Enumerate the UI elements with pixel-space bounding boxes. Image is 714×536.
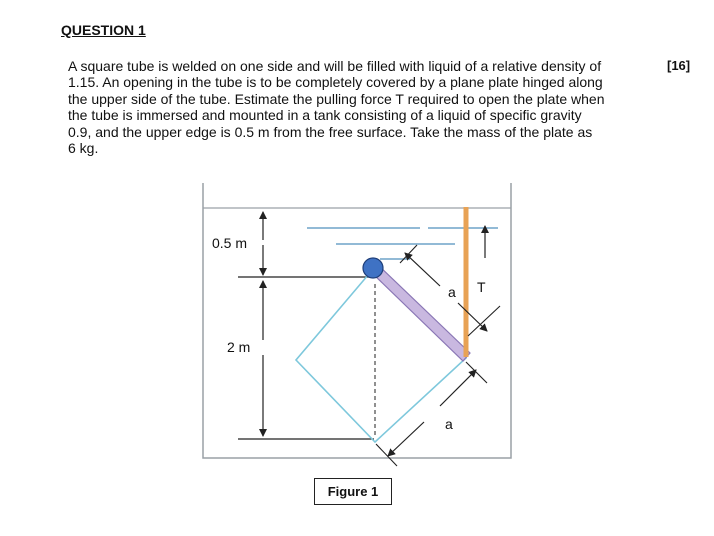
side-a-label-upper: a xyxy=(448,284,456,300)
question-line: 1.15. An opening in the tube is to be completely covered by a plane plate hinged along xyxy=(68,74,603,91)
hinge xyxy=(363,258,383,278)
side-a-dimension xyxy=(466,362,487,383)
figure-caption: Figure 1 xyxy=(314,478,392,505)
side-a-dimension xyxy=(400,245,417,263)
depth-label: 0.5 m xyxy=(212,235,248,251)
side-a-dimension-arrow xyxy=(405,253,440,286)
side-a-dimension xyxy=(468,306,500,336)
side-a-dimension-arrow xyxy=(458,303,487,331)
force-label: T xyxy=(477,279,486,295)
question-line: 6 kg. xyxy=(68,140,99,157)
side-a-dimension xyxy=(376,444,397,466)
plane-plate xyxy=(371,264,470,361)
side-a-dimension-arrow xyxy=(388,422,424,456)
question-line: 0.9, and the upper edge is 0.5 m from the free surface. Take the mass of the plate as xyxy=(68,123,593,140)
question-line: the upper side of the tube. Estimate the pulling force T required to open the plate when xyxy=(68,90,605,107)
question-line: A square tube is welded on one side and will be filled with liquid of a relative density of xyxy=(68,58,602,74)
side-a-dimension-arrow xyxy=(440,370,476,406)
side-a-label-lower: a xyxy=(445,416,453,432)
question-line: the tube is immersed and mounted in a tank consisting of a liquid of specific gravity xyxy=(68,107,582,124)
marks-label: [16] xyxy=(667,58,691,73)
square-tube xyxy=(296,268,466,442)
question-heading: QUESTION 1 xyxy=(61,22,146,38)
height-label: 2 m xyxy=(227,339,251,355)
